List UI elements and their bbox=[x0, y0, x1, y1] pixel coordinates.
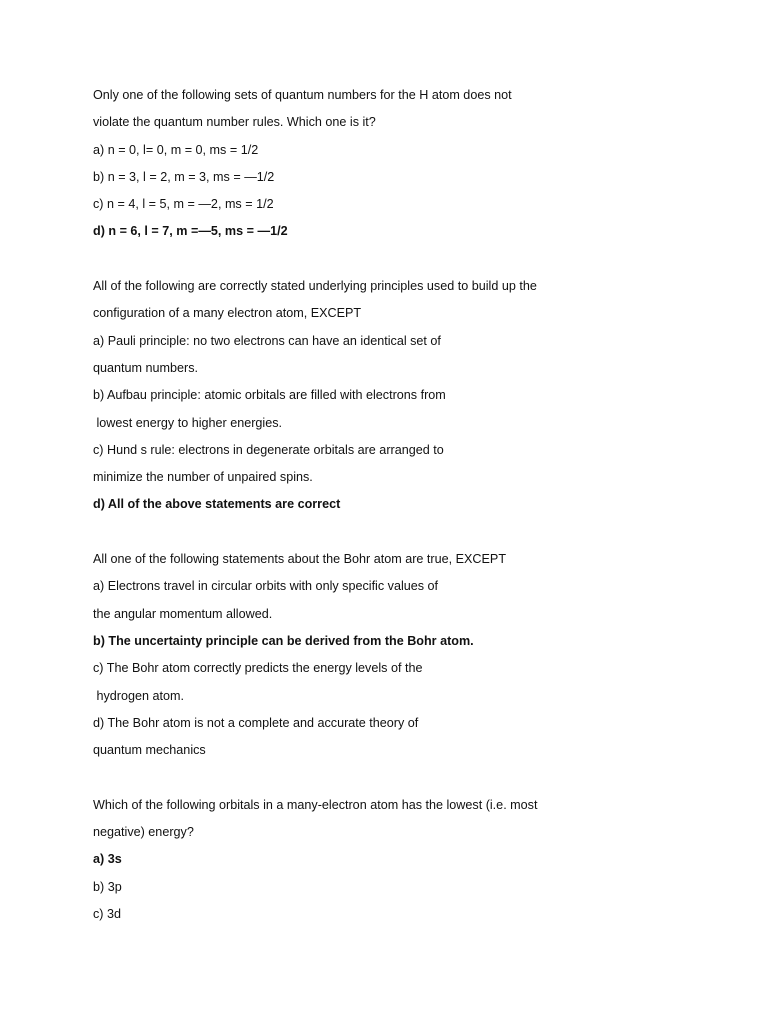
spacer bbox=[93, 764, 693, 791]
answer-option: b) n = 3, l = 2, m = 3, ms = —1/2 bbox=[93, 169, 275, 184]
answer-option: a) Electrons travel in circular orbits with only specific values of bbox=[93, 579, 439, 594]
answer-option: c) The Bohr atom correctly predicts the energy levels of the bbox=[93, 661, 423, 676]
document-page bbox=[93, 82, 693, 928]
correct-answer-option: b) The uncertainty principle can be derived from the Bohr atom. bbox=[93, 633, 474, 648]
answer-option: a) n = 0, l= 0, m = 0, ms = 1/2 bbox=[93, 142, 259, 157]
answer-option: lowest energy to higher energies. bbox=[93, 415, 283, 430]
answer-option: a) Pauli principle: no two electrons can have an identical set of bbox=[93, 333, 441, 348]
spacer bbox=[93, 246, 693, 273]
correct-answer-option: d) n = 6, l = 7, m =—5, ms = —1/2 bbox=[93, 224, 288, 239]
answer-option: the angular momentum allowed. bbox=[93, 606, 273, 621]
correct-answer-option: d) All of the above statements are correct bbox=[93, 497, 341, 512]
question-text-line: configuration of a many electron atom, EXCEPT bbox=[93, 306, 362, 321]
answer-option: d) The Bohr atom is not a complete and accurate theory of bbox=[93, 715, 419, 730]
question-text-line: Which of the following orbitals in a many-electron atom has the lowest (i.e. most bbox=[93, 797, 538, 812]
spacer bbox=[93, 519, 693, 546]
correct-answer-option: a) 3s bbox=[93, 852, 122, 867]
question-text-line: negative) energy? bbox=[93, 825, 194, 840]
question-text-line: All of the following are correctly stated underlying principles used to build up the bbox=[93, 279, 537, 294]
question-block bbox=[93, 546, 693, 764]
answer-option: minimize the number of unpaired spins. bbox=[93, 470, 313, 485]
answer-option: c) Hund s rule: electrons in degenerate orbitals are arranged to bbox=[93, 442, 444, 457]
answer-option: c) n = 4, l = 5, m = —2, ms = 1/2 bbox=[93, 197, 274, 212]
question-block bbox=[93, 82, 693, 246]
question-block bbox=[93, 792, 693, 928]
question-text-line: violate the quantum number rules. Which one is it? bbox=[93, 115, 376, 130]
answer-option: b) 3p bbox=[93, 879, 122, 894]
question-text-line: All one of the following statements about the Bohr atom are true, EXCEPT bbox=[93, 552, 507, 567]
answer-option: c) 3d bbox=[93, 906, 121, 921]
answer-option: hydrogen atom. bbox=[93, 688, 185, 703]
answer-option: quantum mechanics bbox=[93, 743, 206, 758]
question-block bbox=[93, 273, 693, 519]
answer-option: b) Aufbau principle: atomic orbitals are filled with electrons from bbox=[93, 388, 446, 403]
question-text-line: Only one of the following sets of quantum numbers for the H atom does not bbox=[93, 88, 512, 102]
answer-option: quantum numbers. bbox=[93, 360, 199, 375]
